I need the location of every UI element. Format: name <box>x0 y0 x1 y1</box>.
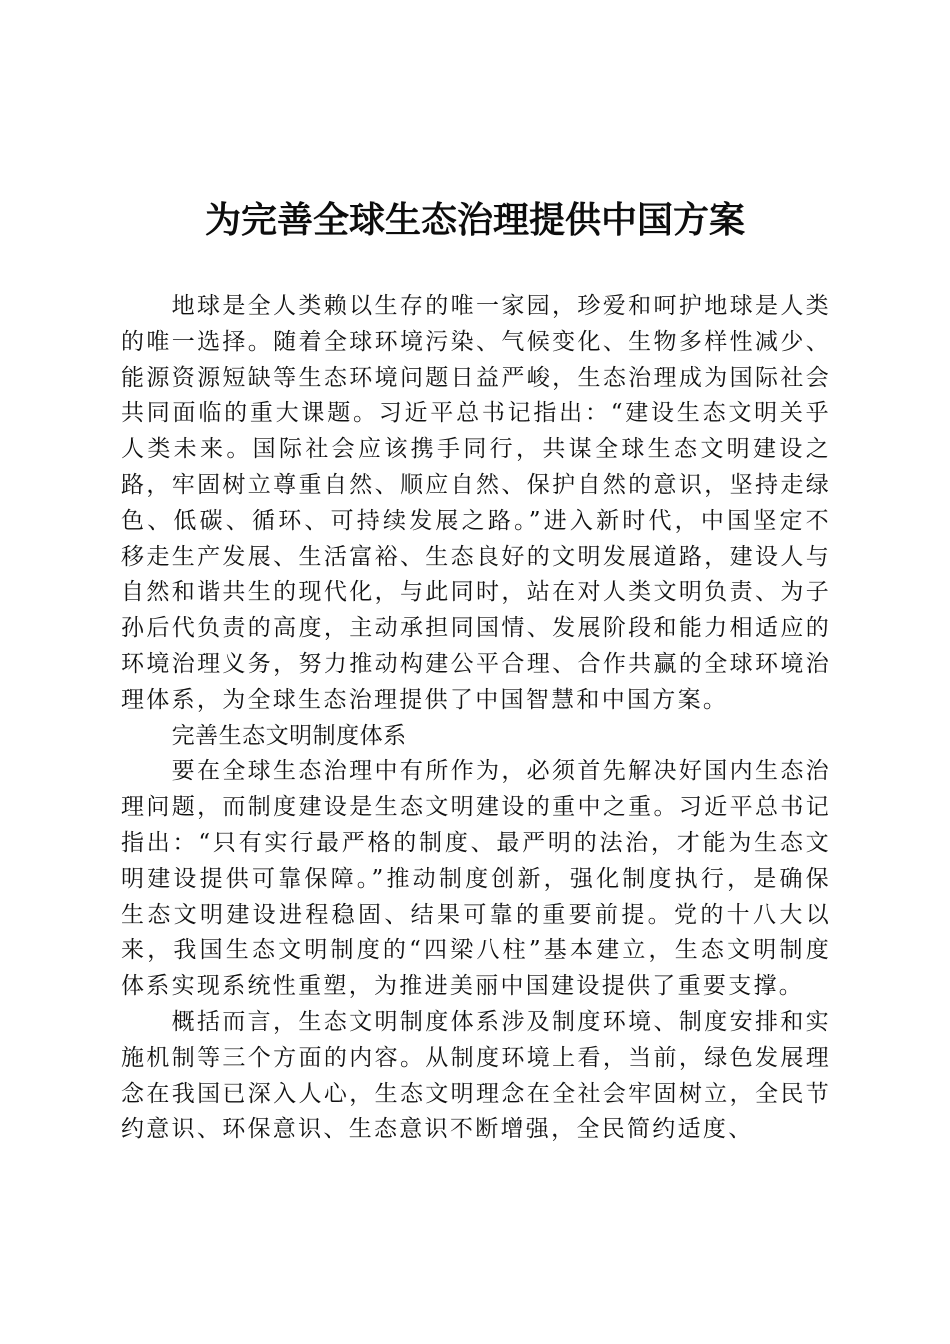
body-paragraph: 要在全球生态治理中有所作为，必须首先解决好国内生态治理问题，而制度建设是生态文明建设的重中之重。习近平总书记指出：“只有实行最严格的制度、最严明的法治，才能为生态文明建设提供可靠保障。”推动制度创新，强化制度执行，是确保生态文明建设进程稳固、结果可靠的重要前提。党的十八大以来，我国生态文明制度的“四梁八柱”基本建立，生态文明制度体系实现系统性重塑，为推进美丽中国建设提供了重要支撑。 <box>121 758 831 1000</box>
article-body <box>121 289 831 1148</box>
body-paragraph: 概括而言，生态文明制度体系涉及制度环境、制度安排和实施机制等三个方面的内容。从制度环境上看，当前，绿色发展理念在我国已深入人心，生态文明理念在全社会牢固树立，全民节约意识、环保意识、生态意识不断增强，全民简约适度、 <box>121 1008 831 1143</box>
intro-paragraph: 地球是全人类赖以生存的唯一家园，珍爱和呵护地球是人类的唯一选择。随着全球环境污染、气候变化、生物多样性减少、能源资源短缺等生态环境问题日益严峻，生态治理成为国际社会共同面临的重大课题。习近平总书记指出：“建设生态文明关乎人类未来。国际社会应该携手同行，共谋全球生态文明建设之路，牢固树立尊重自然、顺应自然、保护自然的意识，坚持走绿色、低碳、循环、可持续发展之路。”进入新时代，中国坚定不移走生产发展、生活富裕、生态良好的文明发展道路，建设人与自然和谐共生的现代化，与此同时，站在对人类文明负责、为子孙后代负责的高度，主动承担同国情、发展阶段和能力相适应的环境治理义务，努力推动构建公平合理、合作共赢的全球环境治理体系，为全球生态治理提供了中国智慧和中国方案。 <box>121 293 831 713</box>
section-heading: 完善生态文明制度体系 <box>171 722 407 749</box>
page-title: 为完善全球生态治理提供中国方案 <box>204 199 745 241</box>
